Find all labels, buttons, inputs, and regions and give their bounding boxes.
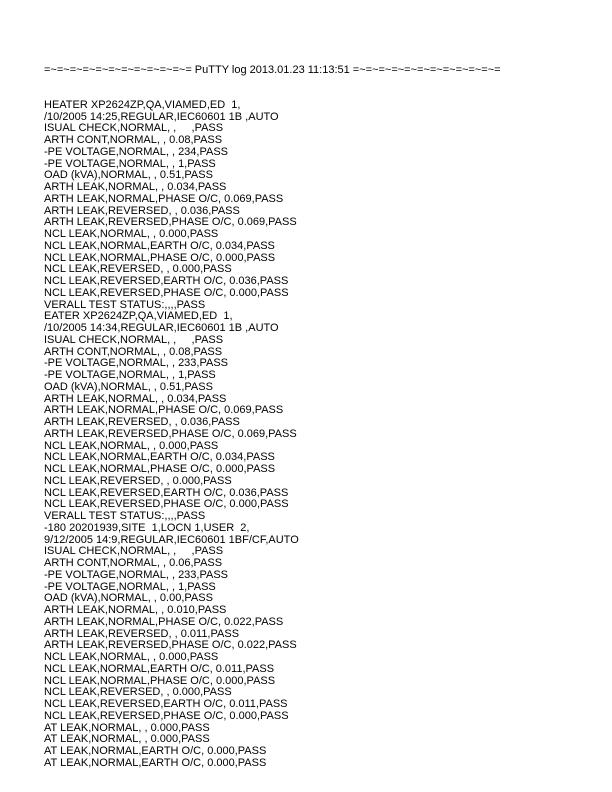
log-line: -PE VOLTAGE,NORMAL, , 1,PASS <box>44 369 216 381</box>
log-line: NCL LEAK,REVERSED,EARTH O/C, 0.036,PASS <box>44 486 289 499</box>
log-line: -PE VOLTAGE,NORMAL, , 1,PASS <box>44 157 216 170</box>
log-line: AT LEAK,NORMAL, , 0.000,PASS <box>44 733 210 746</box>
log-line: NCL LEAK,NORMAL, , 0.000,PASS <box>44 228 219 240</box>
log-line: VERALL TEST STATUS:,,,,PASS <box>44 510 206 522</box>
log-line: ARTH CONT,NORMAL, , 0.08,PASS <box>44 345 223 358</box>
log-line: OAD (kVA),NORMAL, , 0.51,PASS <box>44 380 213 393</box>
log-line: NCL LEAK,REVERSED,PHASE O/C, 0.000,PASS <box>44 709 289 722</box>
log-line: NCL LEAK,NORMAL,PHASE O/C, 0.000,PASS <box>44 251 276 264</box>
log-line: NCL LEAK,NORMAL, , 0.000,PASS <box>44 439 219 452</box>
log-line: NCL LEAK,REVERSED,EARTH O/C, 0.011,PASS <box>44 698 288 710</box>
log-line: -PE VOLTAGE,NORMAL, , 233,PASS <box>44 357 229 370</box>
log-line: -PE VOLTAGE,NORMAL, , 234,PASS <box>44 145 229 158</box>
log-text <box>44 41 501 770</box>
log-line: NCL LEAK,REVERSED, , 0.000,PASS <box>44 474 232 487</box>
log-line: VERALL TEST STATUS:,,,,PASS <box>44 298 206 311</box>
log-line: ARTH LEAK,NORMAL, , 0.034,PASS <box>44 392 227 405</box>
log-line: ARTH LEAK,NORMAL,PHASE O/C, 0.022,PASS <box>44 615 284 628</box>
log-line: ARTH LEAK,REVERSED,PHASE O/C, 0.069,PASS <box>44 427 297 440</box>
log-line: NCL LEAK,NORMAL, , 0.000,PASS <box>44 651 219 663</box>
log-line: AT LEAK,NORMAL,EARTH O/C, 0.000,PASS <box>44 745 267 757</box>
log-line: NCL LEAK,REVERSED, , 0.000,PASS <box>44 686 232 699</box>
log-line: -PE VOLTAGE,NORMAL, , 233,PASS <box>44 568 229 581</box>
log-line: NCL LEAK,REVERSED,EARTH O/C, 0.036,PASS <box>44 275 289 287</box>
log-line: /10/2005 14:34,REGULAR,IEC60601 1B ,AUTO <box>44 322 279 334</box>
log-line: NCL LEAK,NORMAL,EARTH O/C, 0.034,PASS <box>44 239 275 252</box>
log-line: AT LEAK,NORMAL,EARTH O/C, 0.000,PASS <box>44 756 267 769</box>
log-line: ARTH LEAK,NORMAL,PHASE O/C, 0.069,PASS <box>44 404 284 417</box>
log-line: NCL LEAK,REVERSED, , 0.000,PASS <box>44 263 232 276</box>
log-line: ARTH LEAK,REVERSED,PHASE O/C, 0.022,PASS <box>44 639 297 652</box>
log-line: ISUAL CHECK,NORMAL, , ,PASS <box>44 333 224 346</box>
log-line: NCL LEAK,NORMAL,PHASE O/C, 0.000,PASS <box>44 674 276 687</box>
log-line: ARTH CONT,NORMAL, , 0.08,PASS <box>44 134 223 146</box>
log-line: ARTH LEAK,REVERSED, , 0.036,PASS <box>44 204 240 217</box>
log-line: NCL LEAK,REVERSED,PHASE O/C, 0.000,PASS <box>44 498 289 511</box>
log-header: =~=~=~=~=~=~=~=~=~=~=~= PuTTY log 2013.01.23 11:13:51 =~=~=~=~=~=~=~=~=~=~=~= <box>44 63 501 76</box>
log-line: ISUAL CHECK,NORMAL, , ,PASS <box>44 545 224 558</box>
log-line: NCL LEAK,NORMAL,EARTH O/C, 0.011,PASS <box>44 662 275 675</box>
log-line: OAD (kVA),NORMAL, , 0.51,PASS <box>44 169 213 182</box>
log-line: ARTH LEAK,REVERSED, , 0.036,PASS <box>44 416 240 428</box>
log-line: ARTH LEAK,REVERSED,PHASE O/C, 0.069,PASS <box>44 216 297 229</box>
log-line: ARTH LEAK,NORMAL,PHASE O/C, 0.069,PASS <box>44 192 284 205</box>
log-line: NCL LEAK,REVERSED,PHASE O/C, 0.000,PASS <box>44 286 289 299</box>
log-line: 9/12/2005 14:9,REGULAR,IEC60601 1BF/CF,AUTO <box>44 533 299 546</box>
log-line: HEATER XP2624ZP,QA,VIAMED,ED 1, <box>44 98 241 111</box>
log-line: EATER XP2624ZP,QA,VIAMED,ED 1, <box>44 310 233 323</box>
log-line: ARTH LEAK,NORMAL, , 0.034,PASS <box>44 181 227 193</box>
log-line: ARTH LEAK,REVERSED, , 0.011,PASS <box>44 627 240 640</box>
log-line: NCL LEAK,NORMAL,PHASE O/C, 0.000,PASS <box>44 463 276 475</box>
log-line: ARTH LEAK,NORMAL, , 0.010,PASS <box>44 604 227 616</box>
log-line: NCL LEAK,NORMAL,EARTH O/C, 0.034,PASS <box>44 451 275 464</box>
log-line: ISUAL CHECK,NORMAL, , ,PASS <box>44 122 224 135</box>
log-line: /10/2005 14:25,REGULAR,IEC60601 1B ,AUTO <box>44 110 279 123</box>
log-line: -PE VOLTAGE,NORMAL, , 1,PASS <box>44 580 216 593</box>
log-line: AT LEAK,NORMAL, , 0.000,PASS <box>44 721 210 734</box>
log-line: -180 20201939,SITE 1,LOCN 1,USER 2, <box>44 521 250 534</box>
log-line: ARTH CONT,NORMAL, , 0.06,PASS <box>44 557 223 569</box>
log-line: OAD (kVA),NORMAL, , 0.00,PASS <box>44 592 213 605</box>
